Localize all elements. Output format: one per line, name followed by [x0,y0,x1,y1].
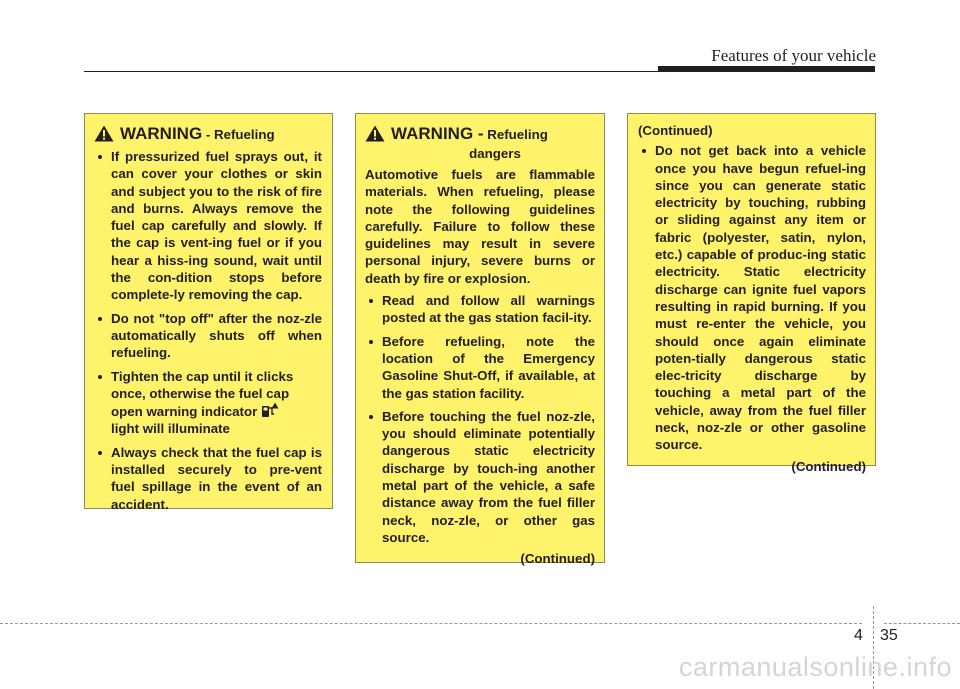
warning-triangle-icon [365,125,385,142]
bullet-text: Do not "top off" after the noz-zle automatically shuts off when refueling. [111,310,322,361]
warning-panel-continued [627,113,876,474]
list-item [365,333,595,402]
list-item [638,142,866,453]
header-rule [84,71,875,72]
bullet-text-continuation: light will illuminate [111,421,230,437]
bullet-text: Read and follow all warnings posted at the gas station facil-ity. [382,293,595,326]
bullet-icon [98,451,102,455]
warning-panel-refueling [84,113,333,512]
bullet-icon [369,340,373,344]
warning-panel-refueling-dangers [355,113,605,567]
bullet-text: Before touching the fuel noz-zle, you should eliminate potentially dangerous static electricity discharge by touch-ing another metal part of the vehicle, a safe distance away from the fuel filler neck, noz-zle, or other gas source. [382,408,595,545]
warning-subject: Refueling [483,127,548,142]
warning-subject: - Refueling [202,127,275,142]
warning-bullet-list [638,142,866,453]
bullet-text: Before refueling, note the location of the Emergency Gasoline Shut-Off, if available, at the gas station facility. [382,333,595,401]
continued-top-label: (Continued) [638,123,713,138]
list-item [94,310,322,362]
list-item [94,148,322,304]
footer-rule-right [884,623,960,624]
warning-bullet-list [365,292,595,546]
header-rule-accent [658,66,875,71]
bullet-text: Tighten the cap until it clicks once, otherwise the fuel cap open warning indicator [111,368,294,420]
warning-subject-line-2: dangers [469,146,521,161]
warning-word: WARNING [120,124,203,143]
bullet-text: Do not get back into a vehicle once you have begun refuel-ing since you can generate static electricity by touching, rubbing or sliding against any item or fabric (polyester, satin, nylon, etc.) capable of produc-ing static electricity. Static electricity discharge can ignite fuel vapors resulting in rapid burning. If you must re-enter the vehicle, you should once again eliminate poten-tially dangerous static elec-tricity discharge by touching a metal part of the vehicle, away from the fuel filler neck, noz-zle or other gasoline source. [655,143,866,453]
section-number: 4 [854,627,863,644]
warning-heading [365,124,595,145]
list-item [94,444,322,513]
continued-label: (Continued) [791,458,866,474]
list-item [365,408,595,546]
warning-heading [94,124,322,145]
bullet-icon [98,317,102,321]
bullet-icon [98,155,102,159]
bullet-icon [369,415,373,419]
watermark: carmanualsonline.info [678,652,952,682]
fuel-cap-warning-icon [261,402,279,418]
bullet-icon [98,375,102,379]
list-item [94,368,322,438]
warning-word: WARNING - [391,124,484,143]
bullet-icon [642,149,646,153]
warning-intro: Automotive fuels are flammable materials. When refueling, please note the following guidelines carefully. Failure to follow these guidelines may result in severe personal injury, severe burns or death by fire or explosion. [365,167,595,286]
bullet-icon [369,299,373,303]
page-number: 35 [880,627,898,644]
warning-bullet-list [94,148,322,513]
continued-label: (Continued) [520,551,595,567]
warning-triangle-icon [94,125,114,142]
page-header-title: Features of your vehicle [711,46,876,65]
list-item [365,292,595,327]
footer-rule [0,623,862,624]
bullet-text: If pressurized fuel sprays out, it can cover your clothes or skin and subject you to the risk of fire and burns. Always remove the fuel cap carefully and slowly. If the cap is vent-ing fuel or if you hear a hiss-ing sound, wait until the con-dition stops before complete-ly removing the cap. [111,149,322,303]
bullet-text: Always check that the fuel cap is installed securely to pre-vent fuel spillage in the event of an accident. [111,444,322,512]
